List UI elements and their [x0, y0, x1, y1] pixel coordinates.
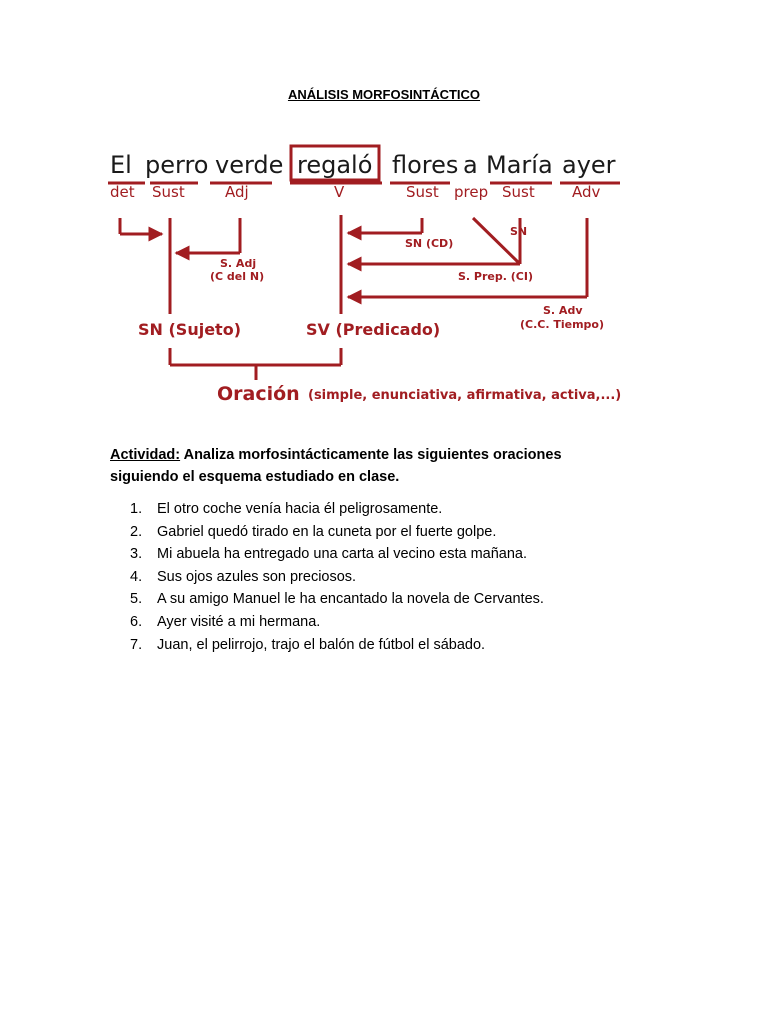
label-s-prep: S. Prep. (CI) — [458, 270, 533, 283]
word-el: El — [110, 151, 132, 179]
page-title: ANÁLISIS MORFOSINTÁCTICO — [287, 87, 481, 102]
activity-text: Analiza morfosintácticamente las siguientes oraciones siguiendo el esquema estudiado en clase. — [110, 447, 562, 485]
label-sv-predicado: SV (Predicado) — [306, 320, 441, 339]
item-text: Mi abuela ha entregado una carta al vecino esta mañana. — [157, 546, 527, 563]
item-text: Sus ojos azules son preciosos. — [157, 568, 357, 585]
tag-sust: Sust — [406, 183, 439, 201]
word-ayer: ayer — [562, 151, 616, 179]
item-number: 5. — [130, 591, 143, 608]
word-flores: flores — [392, 151, 459, 179]
list-item — [130, 566, 544, 589]
label-cc-tiempo: (C.C. Tiempo) — [520, 318, 605, 331]
word-verde: verde — [215, 151, 284, 179]
syntax-diagram — [100, 140, 670, 420]
label-oracion: Oración — [217, 383, 300, 405]
word-regalo: regaló — [297, 151, 373, 179]
tag-sust: Sust — [152, 183, 185, 201]
tag-det: det — [110, 183, 135, 201]
tag-prep: prep — [454, 183, 489, 201]
word-perro: perro — [145, 151, 209, 179]
label-c-del-n: (C del N) — [210, 270, 265, 283]
activity-instructions — [110, 444, 630, 488]
item-text: Ayer visité a mi hermana. — [157, 613, 321, 630]
label-sn-cd: SN (CD) — [405, 237, 454, 250]
item-text: A su amigo Manuel le ha encantado la novela de Cervantes. — [157, 591, 544, 608]
activity-label: Actividad: — [110, 447, 181, 463]
label-sn-sujeto: SN (Sujeto) — [138, 320, 241, 339]
list-item — [130, 498, 544, 521]
item-number: 4. — [130, 568, 143, 585]
item-number: 1. — [130, 501, 143, 517]
item-number: 6. — [130, 613, 143, 630]
tag-v: V — [334, 183, 345, 201]
item-number: 3. — [130, 546, 143, 563]
tag-adv: Adv — [572, 183, 601, 201]
tag-adj: Adj — [225, 183, 249, 201]
word-a: a — [463, 151, 478, 179]
item-number: 2. — [130, 523, 143, 540]
item-text: Juan, el pelirrojo, trajo el balón de fútbol el sábado. — [157, 636, 486, 653]
list-item — [130, 611, 544, 634]
label-oracion-desc: (simple, enunciativa, afirmativa, activa,...) — [308, 388, 622, 403]
tree-lines — [108, 183, 620, 380]
word-maria: María — [486, 151, 553, 179]
item-number: 7. — [130, 636, 143, 653]
list-item — [130, 543, 544, 566]
list-item — [130, 588, 544, 611]
label-s-adv: S. Adv — [543, 304, 583, 317]
label-s-adj: S. Adj — [220, 257, 257, 270]
list-item — [130, 634, 544, 657]
item-text: Gabriel quedó tirado en la cuneta por el fuerte golpe. — [157, 523, 497, 540]
tag-sust: Sust — [502, 183, 535, 201]
sentence-list — [130, 498, 544, 656]
list-item — [130, 521, 544, 544]
item-text: El otro coche venía hacia él peligrosamente. — [157, 501, 443, 517]
label-sn: SN — [510, 225, 528, 238]
